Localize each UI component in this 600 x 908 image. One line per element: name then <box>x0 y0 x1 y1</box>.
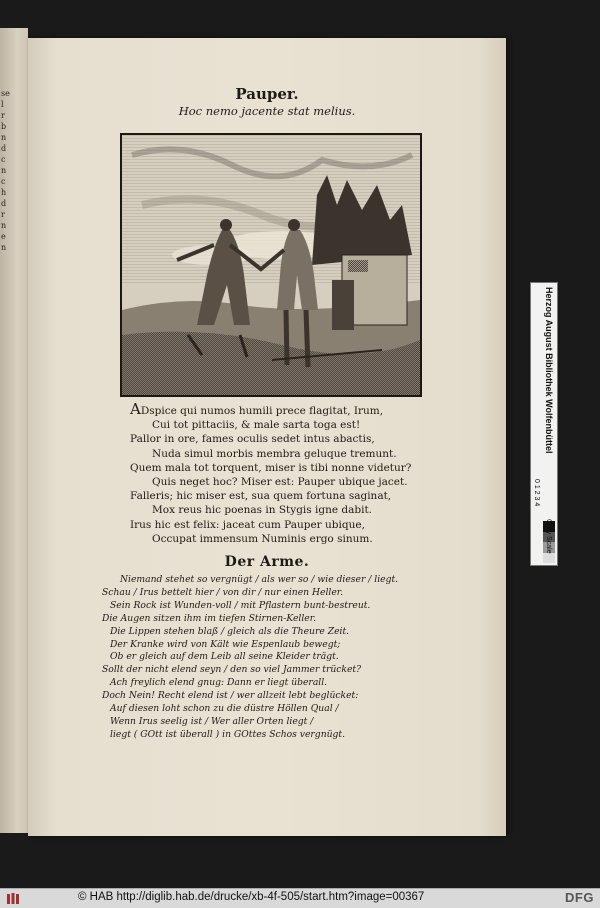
german-line: Die Augen sitzen ihm im tiefen Stirnen-Keller. <box>102 612 316 624</box>
left-page-edge <box>0 28 28 833</box>
left-margin-text: se l r b n d c n c h d r n e n <box>1 89 10 252</box>
german-line: Schau / Irus bettelt hier / von dir / nur einen Heller. <box>102 586 344 598</box>
hab-logo-icon <box>6 892 20 905</box>
german-line: Doch Nein! Recht elend ist / wer allzeit lebt beglücket: <box>102 690 359 702</box>
gray-scale-label: Gray Scale <box>545 519 552 554</box>
engraving-picture <box>122 135 420 395</box>
page-title: Pauper. <box>235 85 299 103</box>
german-line: Auf diesen loht schon zu die düstre Höllen Qual / <box>110 703 339 715</box>
german-line: liegt ( GOtt ist überall ) in GOttes Schos vergnügt. <box>110 728 346 740</box>
german-line: Ach freylich elend gnug: Dann er liegt überall. <box>110 677 328 689</box>
latin-line: Irus hic est felix: jaceat cum Pauper ubique, <box>130 518 365 531</box>
german-line: Sollt der nicht elend seyn / den so viel Jammer trücket? <box>102 664 362 676</box>
latin-line: Nuda simul morbis membra geluque tremunt. <box>152 447 397 460</box>
latin-line: Falleris; hic miser est, sua quem fortuna saginat, <box>130 490 392 503</box>
german-poem-title: Der Arme. <box>224 554 310 570</box>
latin-line: Cui tot pittaciis, & male sarta toga est! <box>152 419 361 432</box>
engraving-illustration <box>120 133 422 397</box>
footer-bar <box>0 888 600 908</box>
ruler-scale: 0 1 2 3 4 <box>533 479 540 507</box>
latin-poem <box>130 400 460 546</box>
german-poem <box>102 574 442 742</box>
page-subtitle: Hoc nemo jacente stat melius. <box>178 104 356 118</box>
book-page <box>28 38 506 836</box>
german-line: Der Kranke wird von Kält wie Espenlaub bewegt; <box>110 638 341 650</box>
dfg-logo: DFG <box>565 890 594 905</box>
latin-line: Quem mala tot torquent, miser is tibi nonne videtur? <box>130 461 412 474</box>
german-line: Sein Rock ist Wunden-voll / mit Pflastern bunt-bestreut. <box>110 599 371 611</box>
german-line: Niemand stehet so vergnügt / als wer so / wie dieser / liegt. <box>120 574 399 585</box>
latin-line: Mox reus hic poenas in Stygis igne dabit. <box>152 504 373 517</box>
latin-line: Occupat immensum Numinis ergo sinum. <box>152 532 373 545</box>
latin-line: Quis neget hoc? Miser est: Pauper ubique jacet. <box>152 476 408 489</box>
drop-capital: A <box>130 400 141 418</box>
library-name: Herzog August Bibliothek Wolfenbüttel <box>544 287 554 454</box>
german-line: Ob er gleich auf dem Leib all seine Kleider trägt. <box>110 651 339 663</box>
german-line: Die Lippen stehen blaß / gleich als die Theure Zeit. <box>110 625 350 637</box>
gray-swatch <box>543 553 555 564</box>
latin-line: Pallor in ore, fames oculis sedet intus abactis, <box>130 433 375 446</box>
latin-line: ADspice qui numos humili prece flagitat, Irum, <box>130 400 384 418</box>
color-calibration-bar <box>530 282 558 566</box>
source-url[interactable]: © HAB http://diglib.hab.de/drucke/xb-4f-505/start.htm?image=00367 <box>78 891 425 903</box>
german-line: Wenn Irus seelig ist / Wer aller Orten liegt / <box>110 715 314 727</box>
